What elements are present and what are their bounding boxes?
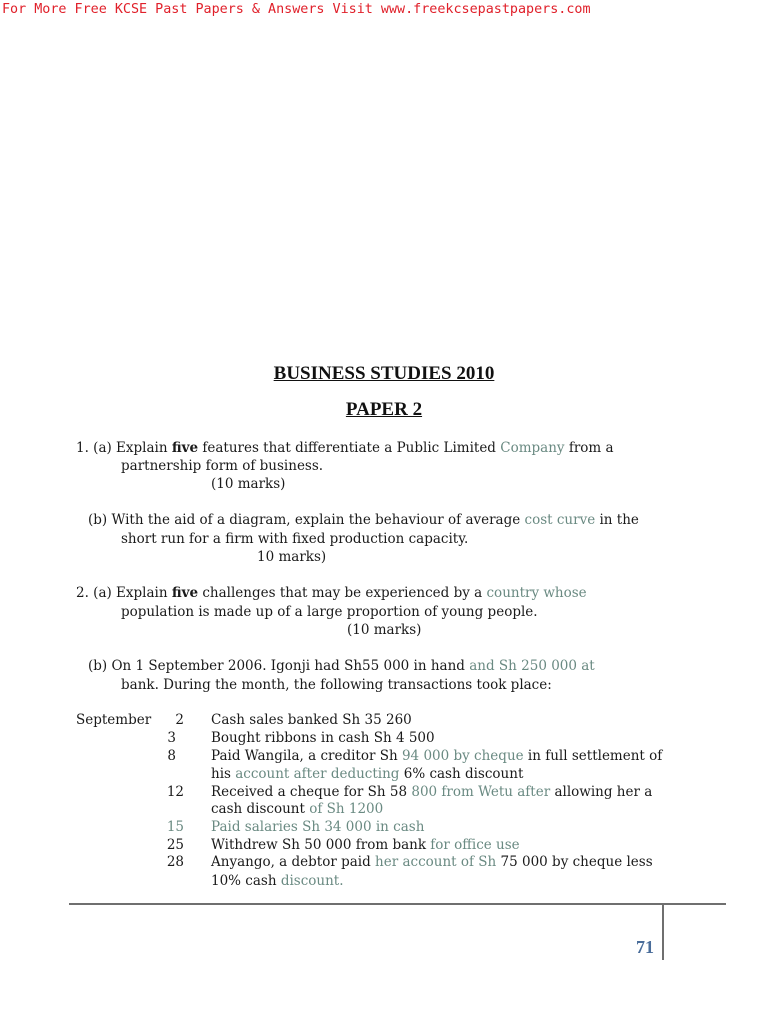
q1a-marks: (10 marks) xyxy=(211,476,286,492)
q1a-text: 1. (a) Explain xyxy=(76,440,172,456)
q1a-line1 xyxy=(76,439,614,457)
q2a-line1 xyxy=(76,584,587,602)
transaction-day: 25 xyxy=(166,837,184,853)
transaction-text-part: his xyxy=(211,766,236,782)
q2a-emphasis: five xyxy=(171,585,199,601)
transaction-highlight: account after deducting xyxy=(235,766,400,782)
q1a-line2: partnership form of business. xyxy=(121,458,324,474)
transaction-day: 28 xyxy=(166,854,184,870)
transaction-highlight: of Sh 1200 xyxy=(309,801,384,817)
q2a-highlight: country whose xyxy=(486,585,587,601)
transaction-text-part: Anyango, a debtor paid xyxy=(211,854,376,870)
q1b-text: (b) With the aid of a diagram, explain the behaviour of average xyxy=(88,512,525,528)
transaction-day: 15 xyxy=(166,819,184,835)
q1b-marks: 10 marks) xyxy=(257,549,327,565)
transaction-day: 12 xyxy=(166,784,184,800)
footer-rule-vertical xyxy=(662,905,664,960)
transaction-text xyxy=(211,872,344,890)
transaction-highlight: 800 from Wetu after xyxy=(411,784,551,800)
paper-title: PAPER 2 xyxy=(345,399,423,420)
transaction-day: 3 xyxy=(167,730,176,746)
transaction-text xyxy=(211,783,652,801)
q2b-line1 xyxy=(88,657,595,675)
q1a-text: from a xyxy=(564,440,614,456)
q1b-line2: short run for a firm with fixed production capacity. xyxy=(121,531,469,547)
transaction-day: 2 xyxy=(175,712,184,728)
transaction-text: Bought ribbons in cash Sh 4 500 xyxy=(211,730,435,746)
q2a-text: 2. (a) Explain xyxy=(76,585,172,601)
transaction-month: September xyxy=(76,712,152,728)
site-banner: For More Free KCSE Past Papers & Answers Visit www.freekcsepastpapers.com xyxy=(2,2,591,17)
transaction-highlight: for office use xyxy=(430,837,520,853)
page-number: 71 xyxy=(636,937,654,957)
q2a-text: challenges that may be experienced by a xyxy=(198,585,487,601)
q2b-text: (b) On 1 September 2006. Igonji had Sh55 000 in hand xyxy=(88,658,470,674)
transaction-text: Cash sales banked Sh 35 260 xyxy=(211,712,412,728)
transaction-text-part: Received a cheque for Sh 58 xyxy=(211,784,412,800)
transaction-highlight: her account of Sh xyxy=(375,854,497,870)
transaction-text xyxy=(211,853,653,871)
transaction-text: Paid salaries Sh 34 000 in cash xyxy=(211,819,425,835)
q1a-highlight: Company xyxy=(500,440,565,456)
footer-rule xyxy=(69,903,726,905)
transaction-text-part: cash discount xyxy=(211,801,310,817)
transaction-text-part: in full settlement of xyxy=(523,748,663,764)
q2a-line2: population is made up of a large proportion of young people. xyxy=(121,604,538,620)
q1a-emphasis: five xyxy=(171,440,199,456)
q2b-highlight: and Sh 250 000 at xyxy=(469,658,595,674)
q1b-highlight: cost curve xyxy=(524,512,596,528)
q2b-line2: bank. During the month, the following transactions took place: xyxy=(121,677,552,693)
transaction-text-part: Withdrew Sh 50 000 from bank xyxy=(211,837,431,853)
transaction-text-part: Paid Wangila, a creditor Sh xyxy=(211,748,402,764)
transaction-text xyxy=(211,800,383,818)
transaction-text-part: 6% cash discount xyxy=(399,766,524,782)
q2a-marks: (10 marks) xyxy=(347,622,422,638)
page-title: BUSINESS STUDIES 2010 xyxy=(273,363,495,384)
q1a-text: features that differentiate a Public Limited xyxy=(198,440,501,456)
transaction-text xyxy=(211,747,662,765)
q1b-line1 xyxy=(88,511,639,529)
transaction-text-part: allowing her a xyxy=(550,784,653,800)
q1b-text: in the xyxy=(595,512,639,528)
transaction-text-part: 75 000 by cheque less xyxy=(496,854,653,870)
transaction-text-part: 10% cash xyxy=(211,873,281,889)
transaction-day: 8 xyxy=(167,748,176,764)
transaction-highlight: 94 000 by cheque xyxy=(401,748,524,764)
transaction-text xyxy=(211,836,520,854)
transaction-highlight: discount. xyxy=(280,873,344,889)
transaction-text xyxy=(211,765,523,783)
